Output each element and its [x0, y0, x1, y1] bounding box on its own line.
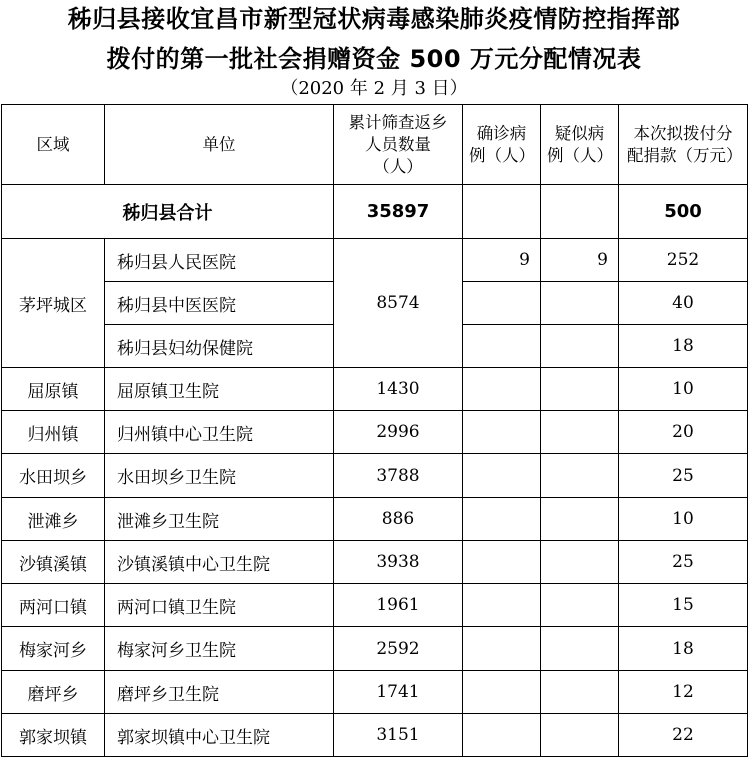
screened-cell: 3788: [334, 454, 463, 498]
suspected-cell: [541, 411, 619, 454]
region-cell: 屈原镇: [2, 368, 105, 411]
suspected-cell: [541, 498, 619, 541]
allocation-cell: 25: [619, 541, 748, 584]
allocation-table: [1, 104, 748, 757]
allocation-cell: 25: [619, 454, 748, 498]
allocation-cell: 252: [619, 239, 748, 282]
date-line: （2020 年 2 月 3 日）: [280, 78, 468, 99]
header-confirmed: 确诊病例（人）: [463, 105, 541, 185]
region-cell: 梅家河乡: [2, 627, 105, 671]
total-label: 秭归县合计: [2, 185, 334, 239]
confirmed-cell: [463, 325, 541, 368]
confirmed-cell: [463, 671, 541, 714]
table-row: [2, 498, 748, 541]
header-screened: 累计筛查返乡人员数量（人）: [334, 105, 463, 185]
confirmed-cell: [463, 368, 541, 411]
total-allocation: 500: [619, 185, 748, 239]
region-cell: 水田坝乡: [2, 454, 105, 498]
screened-cell: 3938: [334, 541, 463, 584]
header-row: [2, 105, 748, 185]
suspected-cell: [541, 671, 619, 714]
allocation-cell: 10: [619, 498, 748, 541]
table-row: [2, 454, 748, 498]
allocation-cell: 15: [619, 584, 748, 627]
region-cell: 郭家坝镇: [2, 714, 105, 757]
confirmed-cell: [463, 541, 541, 584]
header-allocation: 本次拟拨付分配捐款（万元）: [619, 105, 748, 185]
suspected-cell: [541, 282, 619, 325]
screened-cell: 886: [334, 498, 463, 541]
header-unit: 单位: [105, 105, 334, 185]
region-cell: 两河口镇: [2, 584, 105, 627]
suspected-cell: [541, 325, 619, 368]
total-row: [2, 185, 748, 239]
allocation-cell: 40: [619, 282, 748, 325]
region-cell: 磨坪乡: [2, 671, 105, 714]
total-confirmed: [463, 185, 541, 239]
table-row: [2, 584, 748, 627]
table-row: [2, 411, 748, 454]
table-row: [2, 714, 748, 757]
screened-cell: 1741: [334, 671, 463, 714]
total-suspected: [541, 185, 619, 239]
header-suspected: 疑似病例（人）: [541, 105, 619, 185]
table-row: [2, 541, 748, 584]
screened-cell: 1430: [334, 368, 463, 411]
confirmed-cell: [463, 282, 541, 325]
confirmed-cell: [463, 411, 541, 454]
unit-cell: 磨坪乡卫生院: [105, 671, 334, 714]
unit-cell: 秭归县中医医院: [105, 282, 334, 325]
screened-cell: 1961: [334, 584, 463, 627]
suspected-cell: [541, 627, 619, 671]
unit-cell: 屈原镇卫生院: [105, 368, 334, 411]
allocation-cell: 18: [619, 627, 748, 671]
unit-cell: 泄滩乡卫生院: [105, 498, 334, 541]
confirmed-cell: [463, 498, 541, 541]
suspected-cell: [541, 454, 619, 498]
title-line-1: 秭归县接收宜昌市新型冠状病毒感染肺炎疫情防控指挥部: [67, 5, 681, 33]
town-rows: [2, 368, 748, 757]
region-cell: 归州镇: [2, 411, 105, 454]
table-row: [2, 627, 748, 671]
unit-cell: 秭归县妇幼保健院: [105, 325, 334, 368]
unit-cell: 沙镇溪镇中心卫生院: [105, 541, 334, 584]
title-line-2: 拨付的第一批社会捐赠资金 500 万元分配情况表: [106, 45, 642, 73]
suspected-cell: [541, 541, 619, 584]
region-cell: 泄滩乡: [2, 498, 105, 541]
allocation-cell: 18: [619, 325, 748, 368]
total-screened: 35897: [334, 185, 463, 239]
suspected-cell: [541, 714, 619, 757]
confirmed-cell: [463, 454, 541, 498]
allocation-cell: 20: [619, 411, 748, 454]
unit-cell: 水田坝乡卫生院: [105, 454, 334, 498]
screened-cell: 2996: [334, 411, 463, 454]
suspected-cell: 9: [541, 239, 619, 282]
confirmed-cell: [463, 714, 541, 757]
region-cell: 沙镇溪镇: [2, 541, 105, 584]
screened-cell: 2592: [334, 627, 463, 671]
suspected-cell: [541, 584, 619, 627]
confirmed-cell: 9: [463, 239, 541, 282]
unit-cell: 梅家河乡卫生院: [105, 627, 334, 671]
allocation-cell: 22: [619, 714, 748, 757]
table-row: [2, 368, 748, 411]
table-row: [2, 671, 748, 714]
header-region: 区域: [2, 105, 105, 185]
screened-cell: 8574: [334, 239, 463, 368]
unit-cell: 郭家坝镇中心卫生院: [105, 714, 334, 757]
table-row: [2, 239, 748, 282]
unit-cell: 秭归县人民医院: [105, 239, 334, 282]
confirmed-cell: [463, 627, 541, 671]
confirmed-cell: [463, 584, 541, 627]
screened-cell: 3151: [334, 714, 463, 757]
allocation-cell: 12: [619, 671, 748, 714]
allocation-cell: 10: [619, 368, 748, 411]
unit-cell: 归州镇中心卫生院: [105, 411, 334, 454]
suspected-cell: [541, 368, 619, 411]
region-cell: 茅坪城区: [2, 239, 105, 368]
unit-cell: 两河口镇卫生院: [105, 584, 334, 627]
